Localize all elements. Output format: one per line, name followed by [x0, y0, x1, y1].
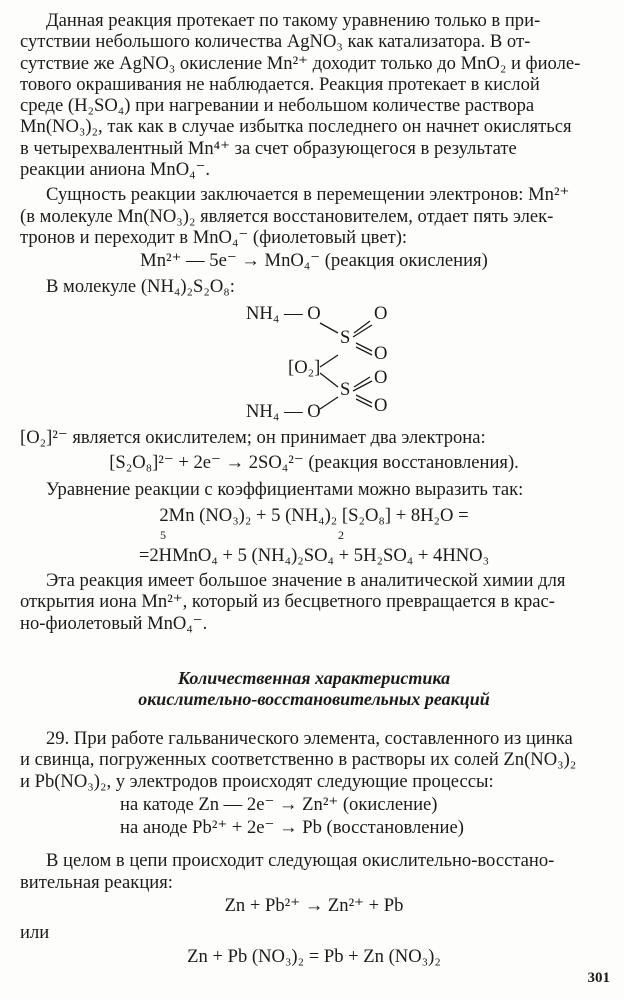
paragraph-1: [20, 10, 608, 180]
oxygen-top-right: O: [374, 302, 388, 324]
oxygen-bottom-right: O: [374, 394, 388, 416]
p1-line: сутствии небольшого количества AgNO₃ как катализатора. В от-: [20, 31, 531, 53]
oxidizer-sentence: [O₂]²⁻ является окислителем; он принимает два электрона:: [20, 426, 486, 448]
equation-full-part1: [20, 504, 608, 542]
equation-ionic: Zn + Pb²⁺ → Zn²⁺ + Pb: [224, 895, 404, 917]
sulfur-bottom: S: [340, 378, 351, 400]
oxygen-top-right-2: O: [374, 342, 388, 364]
p2-line: тронов и переходит в MnO₄⁻ (фиолетовый цвет):: [20, 226, 408, 248]
p1-line: тового окрашивания не наблюдается. Реакция протекает в кислой: [20, 73, 540, 95]
cathode-process: на катоде Zn — 2e⁻ → Zn²⁺ (окисление): [120, 793, 438, 815]
coef-under-mn: 5: [160, 527, 166, 542]
coefficients-sentence: Уравнение реакции с коэффициентами можно выразить так:: [46, 479, 524, 501]
or-word: или: [20, 922, 50, 944]
p6-line: и свинца, погруженных соответственно в растворы их солей Zn(NO₃)₂: [20, 749, 577, 771]
p1-line: в четырехвалентный Mn⁴⁺ за счет образующегося в результате: [20, 137, 517, 159]
p1-line: сутствие же AgNO₃ окисление Mn²⁺ доходит только до MnO₂ и фиоле-: [20, 52, 581, 74]
sulfur-top: S: [340, 326, 351, 348]
anode-process: на аноде Pb²⁺ + 2e⁻ → Pb (восстановление): [120, 817, 464, 839]
equation-full-line1: 2Mn (NO₃)₂ + 5 (NH₄)₂ [S₂O₈] + 8H₂O =: [159, 504, 469, 526]
p1-line: среде (H₂SO₄) при нагревании и небольшом количестве раствора: [20, 95, 535, 117]
p2-line: (в молекуле Mn(NO₃)₂ является восстановителем, отдает пять элек-: [20, 205, 554, 227]
p5-line: открытия иона Mn²⁺, который из бесцветного превращается в крас-: [20, 591, 555, 613]
p2-line: Сущность реакции заключается в перемещении электронов: Mn²⁺: [46, 184, 570, 206]
paragraph-6: [20, 728, 608, 792]
heading-line-2: окислительно-восстановительных реакций: [138, 688, 490, 709]
equation-full-line2: =2HMnO₄ + 5 (NH₄)₂SO₄ + 5H₂SO₄ + 4HNO₃: [138, 544, 490, 566]
equation-molecular: Zn + Pb (NO₃)₂ = Pb + Zn (NO₃)₂: [187, 945, 441, 967]
p6-line: и Pb(NO₃)₂, у электродов происходят следующие процессы:: [20, 770, 494, 792]
p1-line: Mn(NO₃)₂, так как в случае избытка последнего он начнет окисляться: [20, 116, 572, 138]
nh4-o-top: NH₄ — O: [246, 302, 321, 324]
paragraph-5: [20, 570, 608, 634]
p7-line: В целом в цепи происходит следующая окислительно-восстано-: [46, 850, 555, 872]
p5-line: но-фиолетовый MnO₄⁻.: [20, 612, 208, 634]
persulfate-structure: [20, 297, 608, 427]
page-number: 301: [587, 970, 610, 986]
nh4-o-bottom: NH₄ — O: [246, 400, 321, 422]
p6-line: 29. При работе гальванического элемента, составленного из цинка: [46, 727, 573, 749]
coef-under-s2o8: 2: [338, 527, 344, 542]
paragraph-7: [20, 850, 608, 893]
p1-line: реакции аниона MnO₄⁻.: [20, 159, 211, 181]
p5-line: Эта реакция имеет большое значение в аналитической химии для: [46, 570, 566, 592]
section-heading: [20, 668, 608, 710]
equation-oxidation: Mn²⁺ — 5e⁻ → MnO₄⁻ (реакция окисления): [140, 250, 488, 272]
molecule-intro: В молекуле (NH₄)₂S₂O₈:: [46, 275, 235, 297]
p7-line: вительная реакция:: [20, 871, 173, 893]
oxygen-mid-right: O: [374, 366, 388, 388]
p1-line: Данная реакция протекает по такому уравнению только в при-: [46, 10, 541, 31]
heading-line-1: Количественная характеристика: [177, 667, 451, 688]
paragraph-2: [20, 184, 608, 248]
equation-reduction: [S₂O₈]²⁻ + 2e⁻ → 2SO₄²⁻ (реакция восстановления).: [109, 452, 519, 474]
peroxide-bridge: [O₂]: [288, 356, 321, 378]
page-content: [20, 10, 608, 967]
